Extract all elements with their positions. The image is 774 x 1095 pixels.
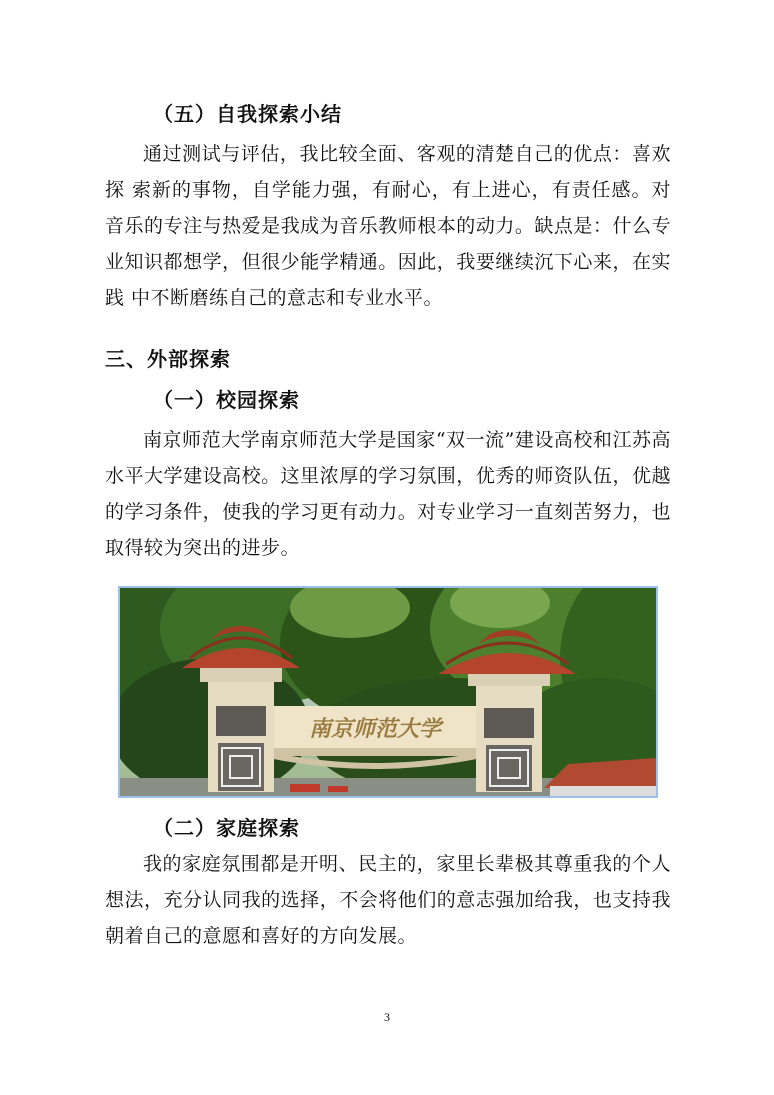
- paragraph-campus: 南京师范大学南京师范大学是国家“双一流”建设高校和江苏高水平大学建设高校。这里浓厚的学习氛围，优秀的师资队伍，优越的学习条件，使我的学习更有动力。对专业学习一直刻苦努力，也取得较为突出的进步。: [105, 429, 671, 559]
- paragraph-family: 我的家庭氛围都是开明、民主的，家里长辈极其尊重我的个人想法，充分认同我的选择，不会将他们的意志强加给我，也支持我朝着自己的意愿和喜好的方向发展。: [105, 853, 671, 947]
- gate-sign-text: 南京师范大学: [308, 716, 442, 742]
- section-heading-campus: （一）校园探索: [153, 388, 300, 412]
- chapter-heading-external: 三、外部探索: [105, 347, 231, 371]
- campus-gate-photo: [118, 586, 658, 798]
- page-number: 3: [384, 1010, 390, 1024]
- section-heading-self-summary: （五）自我探索小结: [153, 102, 342, 126]
- paragraph-self-summary: 通过测试与评估，我比较全面、客观的清楚自己的优点：喜欢探 索新的事物，自学能力强，有耐心，有上进心，有责任感。对音乐的专注与热爱是我成为音乐教师根本的动力。缺点是：什么专 业知识都想学，但很少能学精通。因此，我要继续沉下心来，在实践 中不断磨练自己的意志和专业水平。: [105, 143, 671, 309]
- section-heading-family: （二）家庭探索: [153, 816, 300, 840]
